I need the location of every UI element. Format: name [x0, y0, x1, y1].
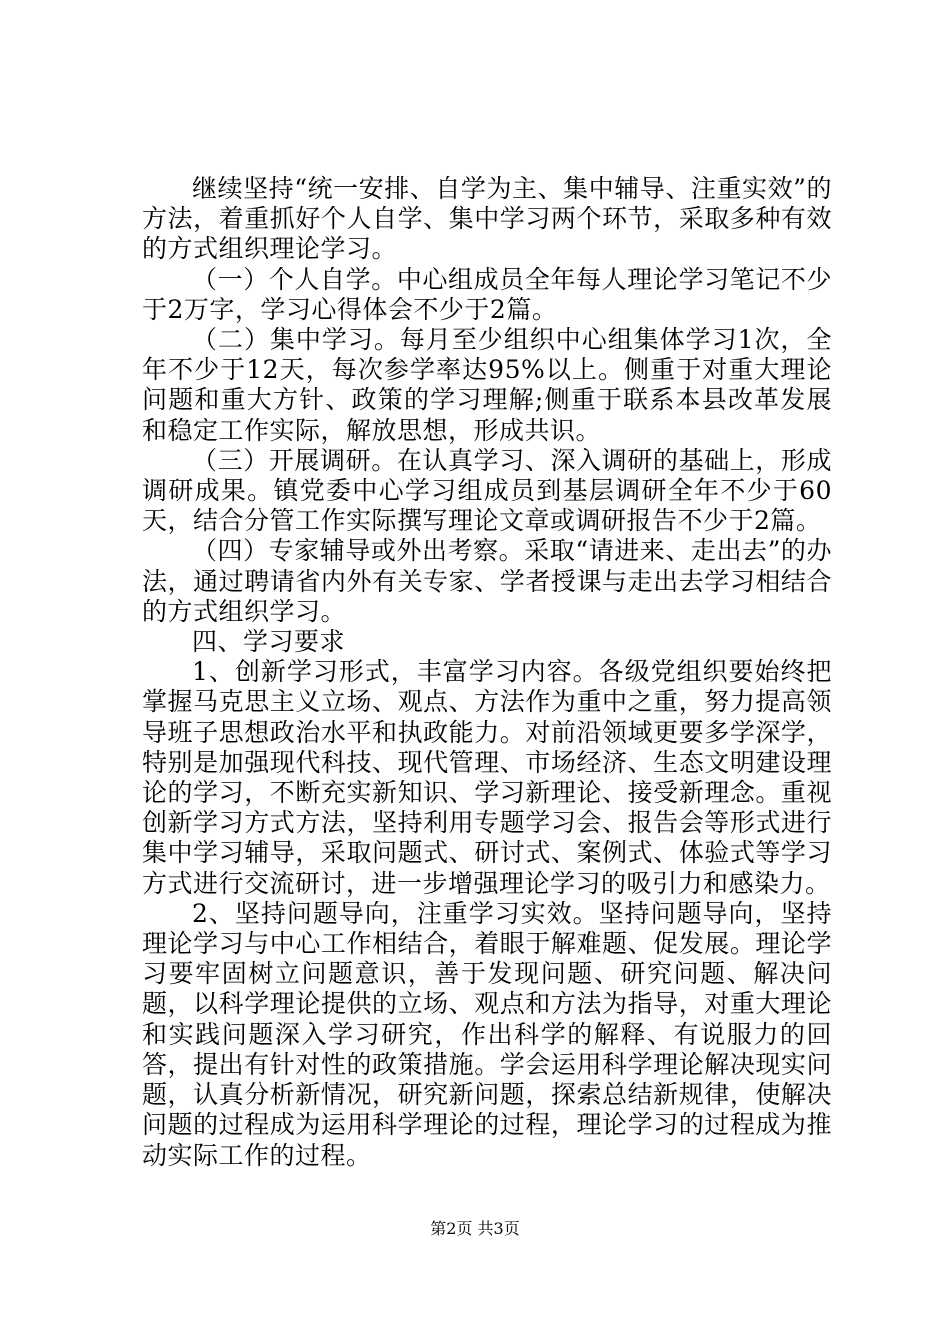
paragraph-expert-guidance: （四）专家辅导或外出考察。采取“请进来、走出去”的办法，通过聘请省内外有关专家、学者授课与走出去学习相结合的方式组织学习。 [142, 536, 832, 626]
paragraph-research: （三）开展调研。在认真学习、深入调研的基础上，形成调研成果。镇党委中心学习组成员到基层调研全年不少于60天，结合分管工作实际撰写理论文章或调研报告不少于2篇。 [142, 445, 832, 536]
document-body [142, 174, 832, 1171]
section-heading-requirements: 四、学习要求 [192, 627, 346, 657]
paragraph-requirement-1: 1、创新学习形式，丰富学习内容。各级党组织要始终把掌握马克思主义立场、观点、方法作为重中之重，努力提高领导班子思想政治水平和执政能力。对前沿领域更要多学深学，特别是加强现代科技、现代管理、市场经济、生态文明建设理论的学习，不断充实新知识、学习新理论、接受新理念。重视创新学习方式方法，坚持利用专题学习会、报告会等形式进行集中学习辅导，采取问题式、研讨式、案例式、体验式等学习方式进行交流研讨，进一步增强理论学习的吸引力和感染力。 [142, 657, 832, 898]
page-number-footer: 第2页 共3页 [430, 1219, 520, 1238]
paragraph-method: 继续坚持“统一安排、自学为主、集中辅导、注重实效”的方法，着重抓好个人自学、集中学习两个环节，采取多种有效的方式组织理论学习。 [142, 174, 832, 264]
paragraph-group-study: （二）集中学习。每月至少组织中心组集体学习1次，全年不少于12天，每次参学率达95%以上。侧重于对重大理论问题和重大方针、政策的学习理解;侧重于联系本县改革发展和稳定工作实际，解放思想，形成共识。 [142, 325, 832, 445]
paragraph-requirement-2: 2、坚持问题导向，注重学习实效。坚持问题导向，坚持理论学习与中心工作相结合，着眼于解难题、促发展。理论学习要牢固树立问题意识，善于发现问题、研究问题、解决问题，以科学理论提供的立场、观点和方法为指导，对重大理论和实践问题深入学习研究，作出科学的解释、有说服力的回答，提出有针对性的政策措施。学会运用科学理论解决现实问题，认真分析新情况，研究新问题，探索总结新规律，使解决问题的过程成为运用科学理论的过程，理论学习的过程成为推动实际工作的过程。 [142, 898, 832, 1170]
paragraph-self-study: （一）个人自学。中心组成员全年每人理论学习笔记不少于2万字，学习心得体会不少于2篇。 [142, 264, 832, 324]
